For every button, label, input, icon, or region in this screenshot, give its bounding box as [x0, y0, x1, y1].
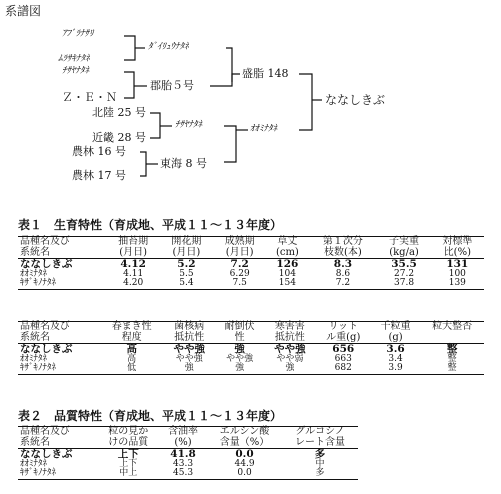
- table-header: 抵抗性: [274, 331, 305, 343]
- table-header: 粒の見か: [108, 426, 149, 437]
- table-row: [18, 259, 484, 271]
- table-cell: 6.29: [229, 269, 250, 280]
- table-cell: 強: [235, 363, 245, 374]
- table-header: 抵抗性: [174, 331, 205, 343]
- table-cell: ｵｵﾐﾅﾀﾈ: [20, 354, 48, 365]
- table-cell: ｵｵﾐﾅﾀﾈ: [20, 459, 48, 470]
- table-header: 抽苔期: [118, 236, 149, 247]
- table-header: (月日): [119, 246, 148, 258]
- table-header: (cm): [275, 246, 299, 258]
- table-cell: 上下: [97, 449, 159, 461]
- table-cell: 多: [282, 449, 358, 461]
- table-cell: 整: [447, 363, 457, 374]
- table-cell: 7.5: [232, 278, 247, 289]
- table-cell: ななしきぶ: [18, 344, 100, 356]
- parent-kinki5: 郡胎５号: [150, 79, 194, 92]
- table-header-row: [18, 322, 484, 333]
- table-cell: 低: [127, 363, 137, 374]
- variety-nanashikibu: ななしきぶ: [325, 93, 386, 107]
- table-header: 開花期: [171, 236, 202, 247]
- table-header: 成熟期: [224, 236, 255, 247]
- table-cell: 中: [315, 459, 325, 470]
- table-cell: ななしきぶ: [18, 259, 107, 271]
- resistance-table: [18, 321, 484, 375]
- table-header: エルシン酸: [219, 426, 270, 437]
- table-header: 性: [234, 331, 245, 343]
- table-header: 枝数(本): [324, 246, 362, 258]
- table-cell: 多: [315, 468, 325, 479]
- table-header: 含油率: [168, 426, 199, 437]
- parent-norin17: 農林 17 号: [72, 169, 126, 182]
- table-header-row: [18, 427, 358, 438]
- table-header-row: [18, 248, 484, 259]
- table-cell: 整: [420, 344, 484, 356]
- parent-chisaya: ﾁｻﾔﾅﾀﾈ: [62, 66, 90, 76]
- table-cell: 高: [100, 344, 164, 356]
- table-cell: 強: [184, 363, 194, 374]
- table-cell: ｷｻﾞｷﾉﾅﾀﾈ: [20, 468, 57, 479]
- table-cell: 37.8: [394, 278, 415, 289]
- table-cell: 131: [431, 259, 484, 271]
- table-header: 子実重: [389, 236, 420, 247]
- table-cell: やや弱: [276, 354, 304, 365]
- table-header: 程度: [121, 331, 142, 343]
- table-cell: 0.0: [237, 468, 252, 479]
- table-cell: 強: [285, 363, 295, 374]
- table-cell: 126: [266, 259, 308, 271]
- quality-table: [18, 426, 358, 480]
- table-header: 粒大整否: [432, 321, 473, 332]
- parent-tokai8: 東海 8 号: [160, 157, 207, 170]
- table-cell: やや強: [164, 344, 215, 356]
- table-cell: やや強: [264, 344, 315, 356]
- table2-caption: 表２ 品質特性（育成地、平成１１～１３年度）: [18, 409, 283, 423]
- table-cell: 中上: [119, 468, 138, 479]
- parent-murasaki: ﾑﾗｻｷﾅﾀﾈ: [58, 54, 90, 64]
- table1-caption: 表１ 生育特性（育成地、平成１１～１３年度）: [18, 218, 283, 232]
- table-cell: 4.20: [123, 278, 144, 289]
- table-header: 耐倒伏: [224, 321, 255, 332]
- table-cell: 41.8: [159, 449, 207, 461]
- parent-norin16: 農林 16 号: [72, 145, 126, 158]
- table-cell: 3.4: [388, 354, 403, 365]
- table-header: 対標準: [442, 236, 473, 247]
- table-header: (g): [388, 331, 403, 343]
- table-header: (月日): [225, 246, 254, 258]
- table-cell: 4.12: [107, 259, 160, 271]
- table-cell: 27.2: [394, 269, 415, 280]
- table-header: けの品質: [108, 436, 149, 448]
- table-cell: ｷｻﾞｷﾉﾅﾀﾈ: [20, 363, 57, 374]
- table-header-row: [18, 333, 484, 344]
- table-header-row: [18, 438, 358, 449]
- parent-daiiryu: ﾀﾞｲﾘｭｳﾅﾀﾈ: [148, 42, 189, 52]
- table-cell: 8.6: [335, 269, 351, 280]
- table-cell: ななしきぶ: [18, 449, 97, 461]
- parent-kinki28: 近畿 28 号: [92, 131, 146, 144]
- table-header: 千粒重: [380, 321, 411, 332]
- table-cell: 0.0: [207, 449, 282, 461]
- table-header: 寒害害: [274, 321, 305, 332]
- table-row: [18, 355, 484, 364]
- table-header: (kg/a): [389, 246, 419, 258]
- table-cell: 663: [334, 354, 352, 365]
- table-cell: 139: [448, 278, 466, 289]
- table-cell: やや強: [226, 354, 254, 365]
- table-header-row: [18, 237, 484, 248]
- table-cell: 3.6: [371, 344, 420, 356]
- table-header: 第１次分: [322, 236, 363, 247]
- table-cell: 656: [316, 344, 371, 356]
- table-header: 含量（%）: [219, 436, 270, 448]
- parent-zen: Ｚ・Ｅ・Ｎ: [62, 91, 117, 104]
- table-cell: 高: [127, 354, 137, 365]
- table-cell: 上下: [119, 459, 138, 470]
- parent-chisaya2: ﾁｻﾔﾅﾀﾈ: [175, 120, 203, 130]
- table-cell: 5.4: [179, 278, 194, 289]
- table-header: 系統名: [20, 246, 50, 258]
- table-cell: 8.3: [308, 259, 377, 271]
- table-cell: 100: [448, 269, 466, 280]
- table-cell: 7.2: [213, 259, 266, 271]
- parent-oomina: ｵｵﾐﾅﾀﾈ: [250, 124, 278, 134]
- table-header: 春まき性: [111, 321, 152, 332]
- table-header: 系統名: [20, 331, 50, 343]
- table-header: 系統名: [20, 436, 50, 448]
- table-row: [18, 364, 484, 374]
- table-header: (%): [174, 436, 192, 448]
- table-row: [18, 279, 484, 289]
- table-row: [18, 270, 484, 279]
- page-title: 系譜図: [5, 4, 42, 18]
- table-cell: 44.9: [234, 459, 255, 470]
- table-header: ル重(g): [326, 331, 361, 343]
- table-header: (月日): [172, 246, 201, 258]
- table-header: 品種名及び: [20, 236, 70, 247]
- growth-table: [18, 236, 484, 290]
- table-cell: 682: [334, 363, 352, 374]
- table-header: リット: [328, 321, 359, 332]
- table-row: [18, 469, 358, 479]
- table-header: グルコシノ: [295, 426, 345, 437]
- table-cell: 整: [447, 354, 457, 365]
- table-cell: 4.11: [123, 269, 144, 280]
- table-header: [420, 333, 484, 344]
- table-cell: ｵｵﾐﾅﾀﾈ: [20, 269, 48, 280]
- table-cell: 3.9: [388, 363, 403, 374]
- table-cell: 5.2: [160, 259, 213, 271]
- table-cell: 43.3: [173, 459, 194, 470]
- parent-hokuriku: 北陸 25 号: [92, 106, 146, 119]
- table-header: 草丈: [277, 236, 298, 247]
- table-cell: ｷｻﾞｷﾉﾅﾀﾈ: [20, 278, 57, 289]
- table-cell: 5.5: [179, 269, 194, 280]
- table-cell: やや強: [175, 354, 203, 365]
- parent-abura: ｱﾌﾞﾗﾅｻﾘ: [62, 29, 94, 39]
- table-cell: 7.2: [335, 278, 351, 289]
- table-cell: 45.3: [173, 468, 194, 479]
- table-cell: 35.5: [377, 259, 430, 271]
- table-cell: 強: [215, 344, 264, 356]
- table-cell: 154: [278, 278, 296, 289]
- table-header: レート含量: [295, 436, 346, 448]
- table-header: 品種名及び: [20, 426, 70, 437]
- table-header: 比(%): [443, 246, 471, 258]
- parent-seishi: 盛脂 148: [242, 67, 289, 80]
- table-header: 菌核病: [174, 321, 205, 332]
- table-header: 品種名及び: [20, 321, 70, 332]
- table-cell: 104: [278, 269, 296, 280]
